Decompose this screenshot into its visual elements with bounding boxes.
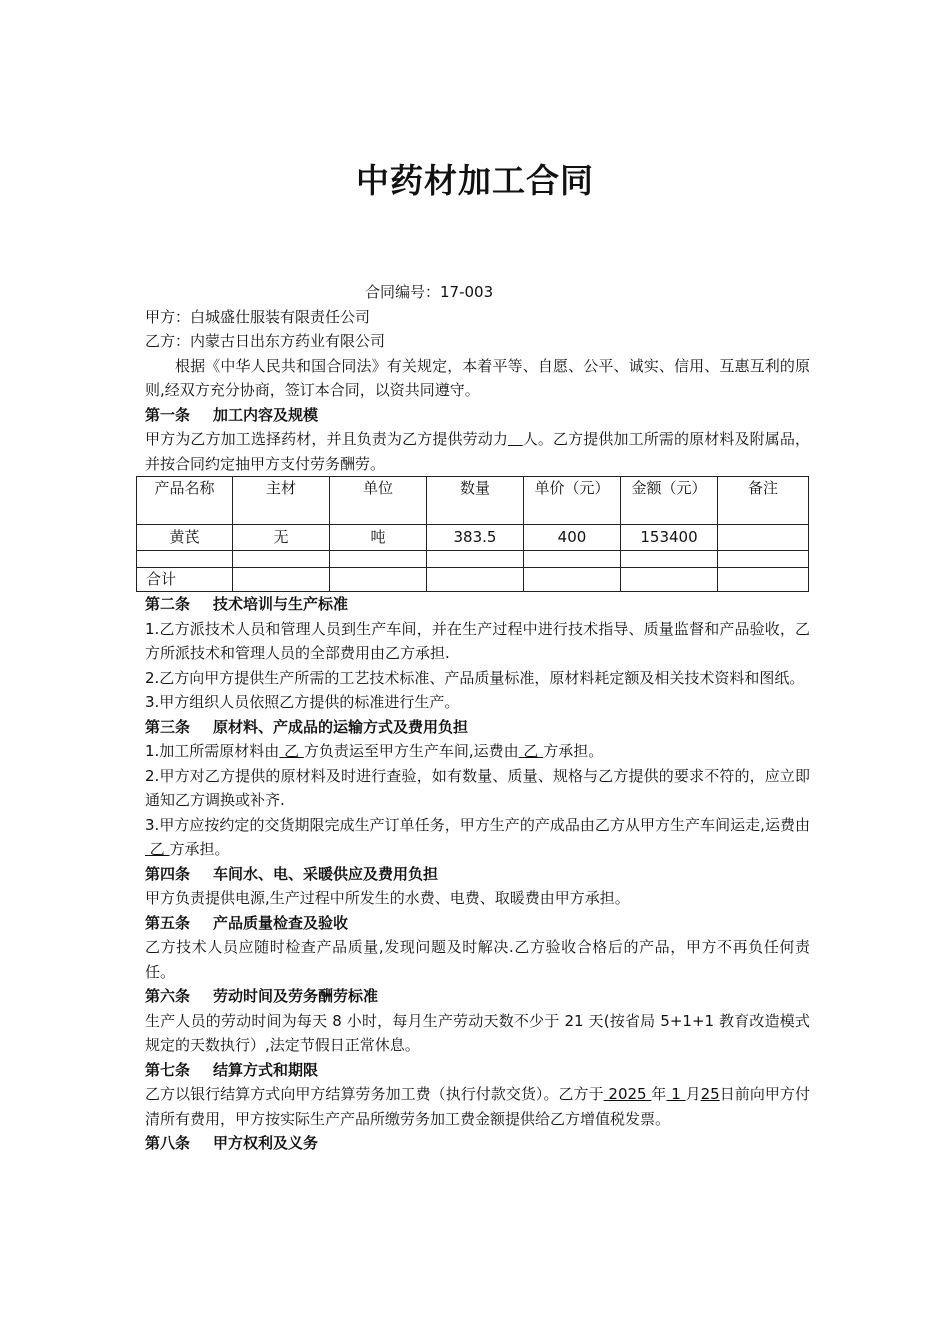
payment-month: 1 [666,1085,686,1103]
text-segment: 甲方为乙方加工选择药材，并且负责为乙方提供劳动力 [145,430,509,448]
table-cell: 153400 [621,525,718,551]
article-title: 结算方式和期限 [213,1060,319,1079]
article-title: 原材料、产成品的运输方式及费用负担 [213,717,469,736]
table-cell [718,568,809,592]
article-2-item: 1.乙方派技术人员和管理人员到生产车间，并在生产过程中进行技术指导、质量监督和产品验收，乙方所派技术和管理人员的全部费用由乙方承担. [145,619,810,662]
article-8-heading [145,1131,810,1156]
article-3-item: 2.甲方对乙方提供的原材料及时进行查验，如有数量、质量、规格与乙方提供的要求不符的，应立即通知乙方调换或补齐. [145,766,810,809]
filled-blank: 乙 [518,742,544,760]
party-a: 甲方：白城盛仕服装有限责任公司 [145,307,371,326]
filled-blank: 乙 [145,840,170,858]
article-3-item [145,739,810,764]
table-header-cell: 单价（元） [524,477,621,525]
document-body [145,280,810,1156]
table-cell: 吨 [330,525,427,551]
table-cell [621,568,718,592]
table-row [137,525,809,551]
table-header-cell: 产品名称 [137,477,233,525]
table-cell: 383.5 [427,525,524,551]
intro-paragraph: 根据《中华人民共和国合同法》有关规定，本着平等、自愿、公平、诚实、信用、互惠互利的原则,经双方充分协商，签订本合同，以资共同遵守。 [145,356,810,399]
products-table [136,476,809,592]
contract-number: 合同编号：17-003 [365,283,494,301]
text-segment: 人。乙方提供加工所需的原材料及附属品，并按合同约定抽甲方支付劳务酬劳。 [145,430,810,473]
table-cell [524,568,621,592]
table-cell [233,551,330,568]
article-3-item [145,813,810,862]
payment-year: 2025 [603,1085,652,1103]
table-cell [524,551,621,568]
table-header-cell: 备注 [718,477,809,525]
article-4-heading [145,862,810,887]
table-cell [718,551,809,568]
text-segment: 3.甲方应按约定的交货期限完成生产订单任务，甲方生产的产成品由乙方从甲方生产车间运走,运费由 [145,815,810,834]
article-7-text [145,1082,810,1131]
article-2-heading [145,592,810,617]
article-1-heading [145,403,810,428]
text-segment: 月 [685,1085,701,1103]
text-segment: 乙方以银行结算方式向甲方结算劳务加工费（执行付款交货）。乙方于 [145,1085,604,1103]
table-cell [137,551,233,568]
article-number: 第六条 [145,987,191,1005]
party-b: 乙方：内蒙古日出东方药业有限公司 [145,332,386,350]
article-4-text: 甲方负责提供电源,生产过程中所发生的水费、电费、取暖费由甲方承担。 [145,889,630,907]
table-cell [330,568,427,592]
article-5-heading [145,911,810,936]
table-cell: 黄芪 [137,525,233,551]
article-number: 第二条 [145,595,191,613]
article-title: 技术培训与生产标准 [213,595,349,613]
article-title: 车间水、电、采暖供应及费用负担 [213,864,439,883]
article-7-heading [145,1058,810,1083]
article-number: 第五条 [145,913,191,932]
table-cell: 400 [524,525,621,551]
table-total-row [137,568,809,592]
table-header-cell: 单位 [330,477,427,525]
table-cell [621,551,718,568]
article-title: 甲方权利及义务 [213,1134,319,1152]
article-title: 产品质量检查及验收 [213,913,349,932]
text-segment: 年 [651,1085,667,1103]
text-segment: 方负责运至甲方生产车间,运费由 [303,742,519,760]
table-header-cell: 主材 [233,477,330,525]
text-segment: 方承担。 [543,742,604,760]
article-6-text: 生产人员的劳动时间为每天 8 小时，每月生产劳动天数不少于 21 天(按省局 5+1+1 教育改造模式规定的天数执行）,法定节假日正常休息。 [145,1011,810,1054]
article-number: 第七条 [145,1060,191,1079]
table-cell: 合计 [137,568,233,592]
table-cell [718,525,809,551]
labor-count-blank [508,430,523,448]
document-title: 中药材加工合同 [356,161,594,200]
table-cell [427,551,524,568]
text-segment: 方承担。 [169,840,230,858]
text-segment: 日前向甲方付清所有费用，甲方按实际生产产品所缴劳务加工费金额提供给乙方增值税发票。 [145,1085,810,1128]
table-header-cell: 金额（元） [621,477,718,525]
payment-day: 25 [700,1085,720,1103]
table-cell [233,568,330,592]
article-3-heading [145,715,810,740]
article-1-text [145,427,810,476]
article-title: 劳动时间及劳务酬劳标准 [213,987,379,1005]
article-2-item: 3.甲方组织人员依照乙方提供的标准进行生产。 [145,693,460,711]
article-6-heading [145,984,810,1009]
table-cell: 无 [233,525,330,551]
article-number: 第四条 [145,864,191,883]
article-number: 第一条 [145,405,191,424]
table-cell [330,551,427,568]
table-row [137,551,809,568]
article-title: 加工内容及规模 [213,405,319,424]
table-header-cell: 数量 [427,477,524,525]
table-header-row [137,477,809,525]
article-number: 第八条 [145,1134,191,1152]
article-2-item: 2.乙方向甲方提供生产所需的工艺技术标准、产品质量标准，原材料耗定额及相关技术资料和图纸。 [145,668,805,687]
text-segment: 1.加工所需原材料由 [145,742,280,760]
article-number: 第三条 [145,717,191,736]
table-cell [427,568,524,592]
filled-blank: 乙 [279,742,304,760]
article-5-text: 乙方技术人员应随时检查产品质量,发现问题及时解决.乙方验收合格后的产品，甲方不再负任何责任。 [145,938,810,981]
